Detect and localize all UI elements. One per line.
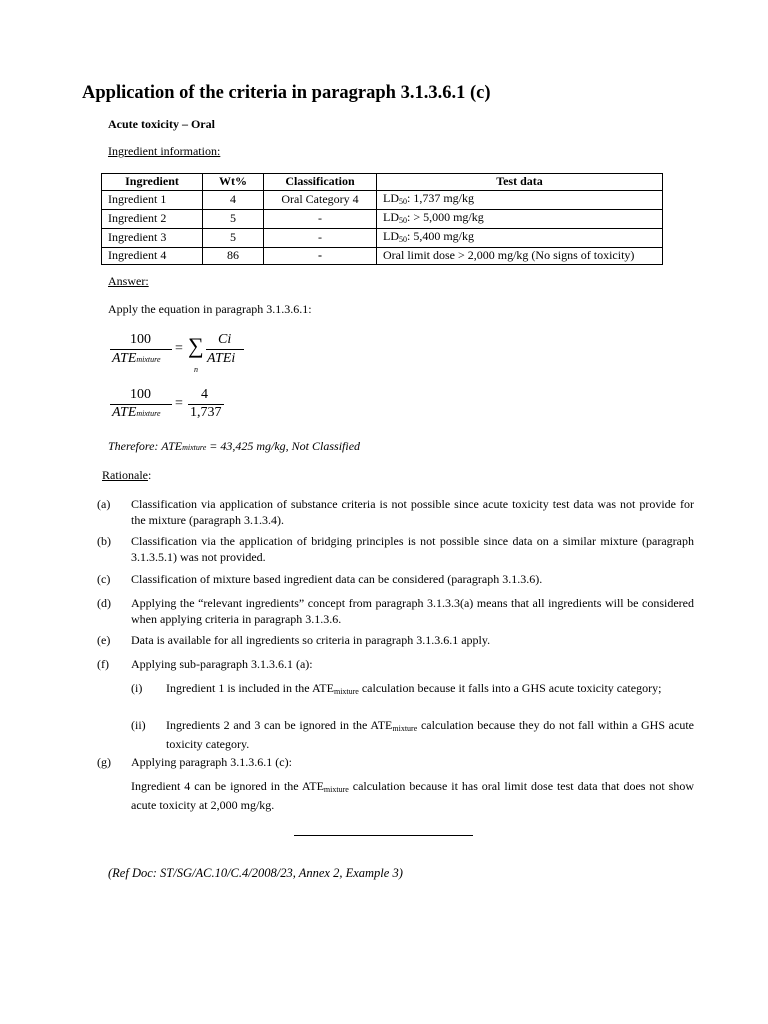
cell-ingredient: Ingredient 2 bbox=[102, 209, 203, 228]
cell-classification: - bbox=[264, 209, 377, 228]
rationale-item-e: Data is available for all ingredients so criteria in paragraph 3.1.3.6.1 apply. bbox=[131, 633, 491, 647]
eq2-numerator-right: 4 bbox=[201, 387, 208, 402]
rationale-item-d: Applying the “relevant ingredients” concept from paragraph 3.1.3.3(a) means that all ingredients will be considered when applying criteria in paragraph 3.1.3.6. bbox=[131, 596, 694, 626]
eq2-equals: = bbox=[175, 396, 183, 411]
rationale-item-fi: Ingredient 1 is included in the $ATE_{mixture}$ calculation because it falls into a GHS acute toxicity category; bbox=[166, 681, 662, 696]
eq1-sigma-sub: n bbox=[194, 365, 198, 374]
cell-test-data: Oral limit dose > 2,000 mg/kg (No signs of toxicity) bbox=[377, 247, 663, 264]
ingredient-table bbox=[101, 173, 663, 265]
eq1-equals: = bbox=[175, 341, 183, 356]
col-header-wt: Wt% bbox=[203, 174, 264, 191]
rationale-item-fii: Ingredients 2 and 3 can be ignored in the $ATE_{mixture}$ calculation because they do not fall within a GHS acute toxicity category. bbox=[166, 718, 694, 751]
section-divider bbox=[294, 835, 473, 836]
cell-wt: 5 bbox=[203, 228, 264, 247]
col-header-ingredient: Ingredient bbox=[102, 174, 203, 191]
table-row bbox=[102, 190, 663, 209]
cell-classification: - bbox=[264, 228, 377, 247]
therefore-result: Therefore: ATEmixture = 43,425 mg/kg, Not Classified bbox=[108, 439, 361, 453]
apply-equation-text: Apply the equation in paragraph 3.1.3.6.1: bbox=[108, 302, 312, 316]
ingredient-info-label: Ingredient information: bbox=[108, 144, 221, 158]
sigma-icon: ∑ bbox=[188, 333, 204, 358]
cell-ingredient: Ingredient 4 bbox=[102, 247, 203, 264]
cell-wt: 86 bbox=[203, 247, 264, 264]
rationale-letter-fi: (i) bbox=[131, 681, 143, 695]
rationale-item-g-detail: Ingredient 4 can be ignored in the $ATE_{mixture}$ calculation because it has oral limit dose test data that does not show acute toxicity at 2,000 mg/kg. bbox=[131, 779, 694, 812]
eq1-denominator-left: ATEmixture bbox=[112, 351, 161, 366]
answer-label: Answer: bbox=[108, 274, 149, 288]
cell-wt: 4 bbox=[203, 190, 264, 209]
cell-test-data: $LD_{50}$: > 5,000 mg/kg bbox=[377, 209, 663, 228]
col-header-test-data: Test data bbox=[377, 174, 663, 191]
rationale-item-a: Classification via application of substance criteria is not possible since acute toxicity test data was not provide for the mixture (paragraph 3.1.3.4). bbox=[131, 497, 694, 527]
cell-test-data: $LD_{50}$: 5,400 mg/kg bbox=[377, 228, 663, 247]
table-row bbox=[102, 209, 663, 228]
rationale-letter-e: (e) bbox=[97, 633, 111, 647]
eq1-fraction-line-left bbox=[110, 349, 172, 350]
rationale-letter-fii: (ii) bbox=[131, 718, 146, 732]
cell-ingredient: Ingredient 3 bbox=[102, 228, 203, 247]
rationale-item-f: Applying sub-paragraph 3.1.3.6.1 (a): bbox=[131, 657, 313, 671]
cell-wt: 5 bbox=[203, 209, 264, 228]
rationale-item-g: Applying paragraph 3.1.3.6.1 (c): bbox=[131, 755, 292, 769]
eq1-denominator-right: ATEi bbox=[207, 351, 236, 366]
eq2-numerator-left: 100 bbox=[130, 387, 151, 402]
cell-classification: - bbox=[264, 247, 377, 264]
rationale-item-c: Classification of mixture based ingredient data can be considered (paragraph 3.1.3.6). bbox=[131, 572, 543, 586]
rationale-letter-g: (g) bbox=[97, 755, 111, 769]
cell-ingredient: Ingredient 1 bbox=[102, 190, 203, 209]
rationale-item-b: Classification via the application of bridging principles is not possible since data on a similar mixture (paragraph 3.1.3.5.1) was not provided. bbox=[131, 534, 694, 564]
rationale-label: Rationale: bbox=[102, 468, 152, 482]
eq1-numerator-left: 100 bbox=[130, 332, 151, 347]
cell-test-data: $LD_{50}$: 1,737 mg/kg bbox=[377, 190, 663, 209]
table-header-row bbox=[102, 174, 663, 191]
table-row bbox=[102, 247, 663, 264]
page-title: Application of the criteria in paragraph 3.1.3.6.1 (c) bbox=[82, 83, 491, 103]
rationale-letter-f: (f) bbox=[97, 657, 109, 671]
col-header-classification: Classification bbox=[264, 174, 377, 191]
eq1-numerator-right: Ci bbox=[218, 332, 232, 347]
reference-document: (Ref Doc: ST/SG/AC.10/C.4/2008/23, Annex 2, Example 3) bbox=[108, 866, 403, 880]
section-subtitle: Acute toxicity – Oral bbox=[108, 117, 215, 131]
rationale-letter-d: (d) bbox=[97, 596, 111, 610]
cell-classification: Oral Category 4 bbox=[264, 190, 377, 209]
table-row bbox=[102, 228, 663, 247]
rationale-letter-a: (a) bbox=[97, 497, 111, 511]
eq1-fraction-line-right bbox=[206, 349, 244, 350]
rationale-letter-b: (b) bbox=[97, 534, 111, 548]
rationale-letter-c: (c) bbox=[97, 572, 111, 586]
eq2-denominator-right: 1,737 bbox=[190, 405, 222, 420]
eq2-denominator-left: ATEmixture bbox=[112, 405, 161, 420]
